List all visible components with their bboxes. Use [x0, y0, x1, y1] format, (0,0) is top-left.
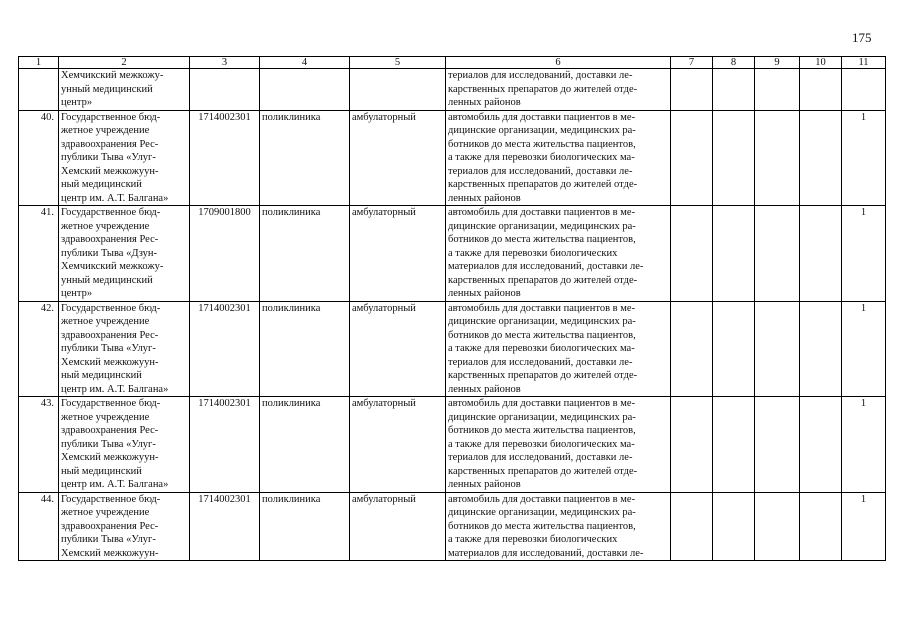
column-header: 10: [800, 57, 842, 69]
column-10-cell: [800, 110, 842, 206]
table-row: [19, 397, 886, 493]
table-row: [19, 206, 886, 302]
vehicle-purpose: териалов для исследований, доставки ле- карственных препаратов до жителей отде- ленных районов: [446, 69, 671, 111]
column-7-cell: [671, 69, 713, 111]
table-row: [19, 110, 886, 206]
vehicle-purpose: автомобиль для доставки пациентов в ме- дицинские организации, медицинских ра- ботников до места жительства пациентов, а также для перевозки биологических материалов для исследований, доставки ле- карственных препаратов до жителей отде- ленных районов: [446, 206, 671, 302]
care-type: [350, 69, 446, 111]
vehicle-count: 1: [842, 397, 886, 493]
facility-type: поликлиника: [260, 397, 350, 493]
column-header: 7: [671, 57, 713, 69]
column-10-cell: [800, 492, 842, 561]
care-type: амбулаторный: [350, 301, 446, 397]
row-number: 42.: [19, 301, 59, 397]
organization-code: 1714002301: [190, 110, 260, 206]
organization-code: 1714002301: [190, 301, 260, 397]
facility-type: поликлиника: [260, 492, 350, 561]
table-row: [19, 69, 886, 111]
column-7-cell: [671, 492, 713, 561]
vehicle-count: 1: [842, 110, 886, 206]
vehicle-count: 1: [842, 206, 886, 302]
column-header: 8: [713, 57, 755, 69]
vehicle-count: 1: [842, 492, 886, 561]
organization-name: Хемчикский межкожу- унный медицинский центр»: [59, 69, 190, 111]
table-header: [19, 57, 886, 69]
care-type: амбулаторный: [350, 397, 446, 493]
column-8-cell: [713, 110, 755, 206]
column-9-cell: [755, 206, 800, 302]
organization-code: 1714002301: [190, 492, 260, 561]
table-row: [19, 492, 886, 561]
column-9-cell: [755, 110, 800, 206]
page-number: 175: [852, 30, 872, 45]
vehicle-count: 1: [842, 301, 886, 397]
table-row: [19, 301, 886, 397]
column-number-row: [19, 57, 886, 69]
organization-name: Государственное бюд- жетное учреждение здравоохранения Рес- публики Тыва «Улуг- Хемский межкожуун-: [59, 492, 190, 561]
column-10-cell: [800, 69, 842, 111]
column-header: 9: [755, 57, 800, 69]
column-10-cell: [800, 397, 842, 493]
vehicle-purpose: автомобиль для доставки пациентов в ме- дицинские организации, медицинских ра- ботников до места жительства пациентов, а также для перевозки биологических ма- териалов для исследований, доставки ле- карственных препаратов до жителей отде- ленных районов: [446, 397, 671, 493]
column-header: 3: [190, 57, 260, 69]
column-7-cell: [671, 206, 713, 302]
care-type: амбулаторный: [350, 206, 446, 302]
organization-name: Государственное бюд- жетное учреждение здравоохранения Рес- публики Тыва «Улуг- Хемский межкожуун- ный медицинский центр им. А.Т. Балгана»: [59, 301, 190, 397]
row-number: 40.: [19, 110, 59, 206]
column-8-cell: [713, 492, 755, 561]
organization-code: [190, 69, 260, 111]
organization-code: 1714002301: [190, 397, 260, 493]
document-table: [18, 56, 886, 561]
care-type: амбулаторный: [350, 492, 446, 561]
column-10-cell: [800, 301, 842, 397]
column-10-cell: [800, 206, 842, 302]
vehicle-purpose: автомобиль для доставки пациентов в ме- дицинские организации, медицинских ра- ботников до места жительства пациентов, а также для перевозки биологических материалов для исследований, доставки ле-: [446, 492, 671, 561]
column-7-cell: [671, 301, 713, 397]
row-number: 44.: [19, 492, 59, 561]
column-8-cell: [713, 301, 755, 397]
vehicle-purpose: автомобиль для доставки пациентов в ме- дицинские организации, медицинских ра- ботников до места жительства пациентов, а также для перевозки биологических ма- териалов для исследований, доставки ле- карственных препаратов до жителей отде- ленных районов: [446, 301, 671, 397]
vehicle-count: [842, 69, 886, 111]
column-9-cell: [755, 301, 800, 397]
organization-name: Государственное бюд- жетное учреждение здравоохранения Рес- публики Тыва «Улуг- Хемский межкожуун- ный медицинский центр им. А.Т. Балгана»: [59, 397, 190, 493]
facility-type: поликлиника: [260, 206, 350, 302]
facility-type: поликлиника: [260, 110, 350, 206]
column-8-cell: [713, 206, 755, 302]
care-type: амбулаторный: [350, 110, 446, 206]
column-9-cell: [755, 492, 800, 561]
column-8-cell: [713, 69, 755, 111]
column-7-cell: [671, 110, 713, 206]
column-9-cell: [755, 397, 800, 493]
column-9-cell: [755, 69, 800, 111]
column-header: 5: [350, 57, 446, 69]
column-header: 11: [842, 57, 886, 69]
table-body: [19, 69, 886, 561]
facility-type: поликлиника: [260, 301, 350, 397]
organization-code: 1709001800: [190, 206, 260, 302]
row-number: 43.: [19, 397, 59, 493]
column-7-cell: [671, 397, 713, 493]
organization-name: Государственное бюд- жетное учреждение здравоохранения Рес- публики Тыва «Улуг- Хемский межкожуун- ный медицинский центр им. А.Т. Балгана»: [59, 110, 190, 206]
facility-type: [260, 69, 350, 111]
organization-name: Государственное бюд- жетное учреждение здравоохранения Рес- публики Тыва «Дзун- Хемчикский межкожу- унный медицинский центр»: [59, 206, 190, 302]
column-8-cell: [713, 397, 755, 493]
column-header: 2: [59, 57, 190, 69]
column-header: 6: [446, 57, 671, 69]
row-number: [19, 69, 59, 111]
column-header: 4: [260, 57, 350, 69]
column-header: 1: [19, 57, 59, 69]
vehicle-purpose: автомобиль для доставки пациентов в ме- дицинские организации, медицинских ра- ботников до места жительства пациентов, а также для перевозки биологических ма- териалов для исследований, доставки ле- карственных препаратов до жителей отде- ленных районов: [446, 110, 671, 206]
row-number: 41.: [19, 206, 59, 302]
